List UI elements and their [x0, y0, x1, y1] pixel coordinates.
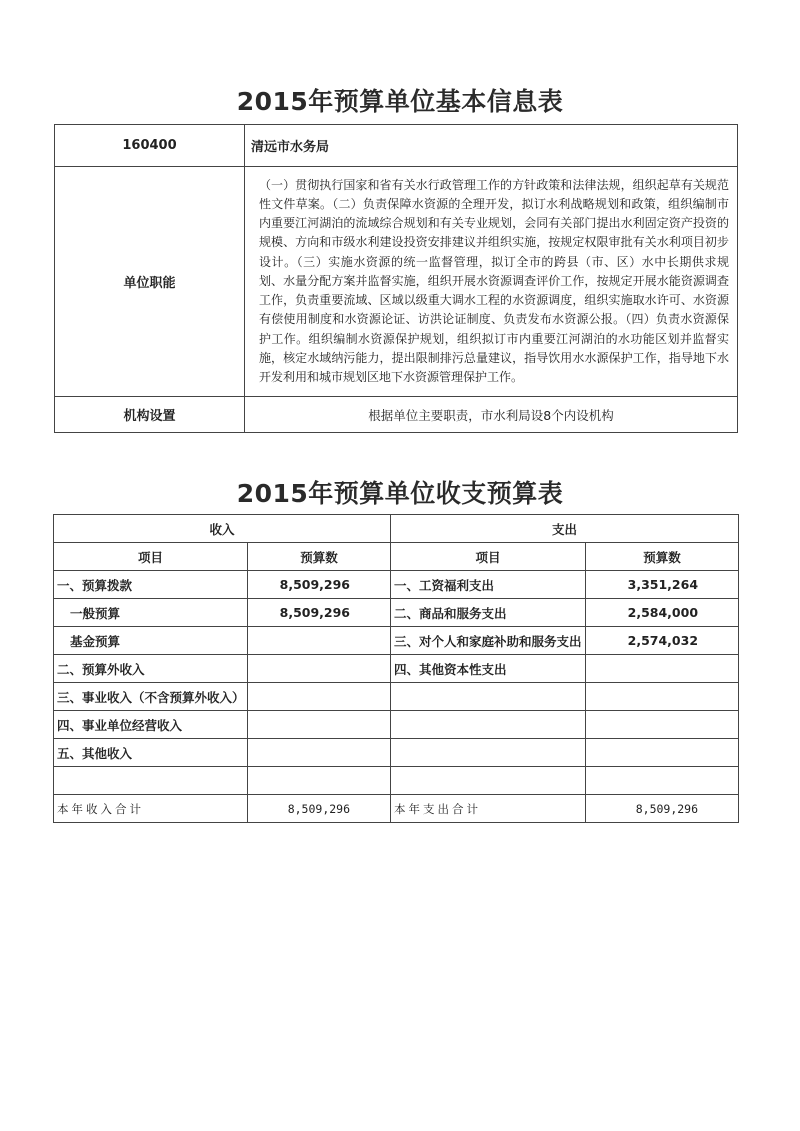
expense-col-amount: 预算数 [586, 543, 739, 571]
income-total-label: 本年收入合计 [54, 795, 248, 823]
table-row [54, 627, 739, 655]
income-amount: 8,509,296 [248, 571, 391, 599]
table-row [54, 571, 739, 599]
expense-item: 四、其他资本性支出 [391, 655, 586, 683]
expense-item: 二、商品和服务支出 [391, 599, 586, 627]
expense-item [391, 683, 586, 711]
table-row [54, 683, 739, 711]
function-text: （一）贯彻执行国家和省有关水行政管理工作的方针政策和法律法规，组织起草有关规范性文件草案。（二）负责保障水资源的全理开发，拟订水利战略规划和政策，组织编制市内重要江河湖泊的流域综合规划和有关专业规划，会同有关部门提出水利固定资产投资的规模、方向和市级水利建设投资安排建议并组织实施，按规定权限审批有关水利项目初步设计。（三）实施水资源的统一监督管理，拟订全市的跨县（市、区）水中长期供求规划、水量分配方案并监督实施，组织开展水资源调查评价工作，按规定开展水能资源调查工作，负责重要流域、区域以级重大调水工程的水资源调度，组织实施取水许可、水资源有偿使用制度和水资源论证、访洪论证制度、负责发布水资源公报。（四）负责水资源保护工作。组织编制水资源保护规划，组织拟订市内重要江河湖泊的水功能区划并监督实施，核定水域纳污能力，提出限制排污总量建议，指导饮用水水源保护工作，指导地下水开发利用和城市规划区地下水资源管理保护工作。 [245, 167, 738, 397]
income-item [54, 767, 248, 795]
expense-item: 三、对个人和家庭补助和服务支出 [391, 627, 586, 655]
org-label: 机构设置 [55, 397, 245, 433]
expense-item: 一、工资福利支出 [391, 571, 586, 599]
expense-total-label: 本年支出合计 [391, 795, 586, 823]
expense-item [391, 767, 586, 795]
expense-amount [586, 683, 739, 711]
unit-code: 160400 [55, 125, 245, 167]
expense-amount [586, 767, 739, 795]
unit-name: 清远市水务局 [245, 125, 738, 167]
income-amount [248, 655, 391, 683]
expense-amount: 2,574,032 [586, 627, 739, 655]
table-row [54, 655, 739, 683]
basic-info-table [54, 124, 738, 433]
income-amount [248, 739, 391, 767]
income-amount [248, 683, 391, 711]
income-amount: 8,509,296 [248, 599, 391, 627]
income-amount [248, 627, 391, 655]
expense-amount [586, 711, 739, 739]
table-row [54, 739, 739, 767]
income-header: 收入 [54, 515, 391, 543]
table-row [54, 599, 739, 627]
budget-table-title: 2015年预算单位收支预算表 [236, 479, 564, 508]
expense-amount: 2,584,000 [586, 599, 739, 627]
expense-item [391, 739, 586, 767]
expense-col-item: 项目 [391, 543, 586, 571]
table-row [54, 767, 739, 795]
budget-rows [54, 571, 739, 795]
expense-item [391, 711, 586, 739]
income-amount [248, 711, 391, 739]
income-col-item: 项目 [54, 543, 248, 571]
expense-amount [586, 655, 739, 683]
expense-header: 支出 [391, 515, 739, 543]
function-label: 单位职能 [55, 167, 245, 397]
income-col-amount: 预算数 [248, 543, 391, 571]
income-item: 三、事业收入（不含预算外收入） [54, 683, 248, 711]
budget-table [53, 514, 739, 823]
income-item: 二、预算外收入 [54, 655, 248, 683]
expense-amount: 3,351,264 [586, 571, 739, 599]
org-text: 根据单位主要职责，市水利局设8个内设机构 [245, 397, 738, 433]
income-item: 五、其他收入 [54, 739, 248, 767]
income-item: 一般预算 [54, 599, 248, 627]
income-total: 8,509,296 [248, 795, 391, 823]
income-item: 四、事业单位经营收入 [54, 711, 248, 739]
income-item: 基金预算 [54, 627, 248, 655]
income-item: 一、预算拨款 [54, 571, 248, 599]
income-amount [248, 767, 391, 795]
expense-total: 8,509,296 [586, 795, 739, 823]
expense-amount [586, 739, 739, 767]
info-table-title: 2015年预算单位基本信息表 [236, 87, 564, 116]
table-row [54, 711, 739, 739]
